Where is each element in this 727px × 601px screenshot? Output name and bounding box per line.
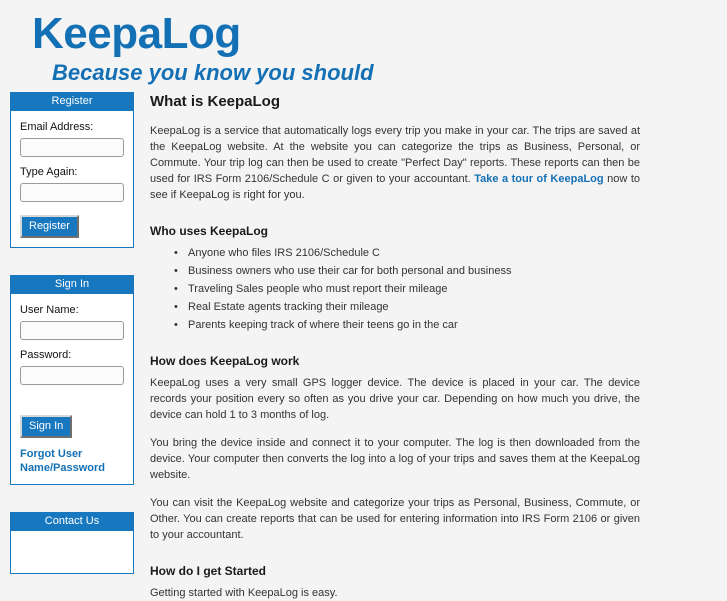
how-works-heading: How does KeepaLog work xyxy=(150,354,300,368)
who-uses-heading: Who uses KeepaLog xyxy=(150,224,269,238)
who-uses-list xyxy=(150,245,640,333)
sidebar xyxy=(10,92,134,601)
how-works-paragraph-3: You can visit the KeepaLog website and categorize your trips as Personal, Business, Commute, or Other. You can create reports that can be used for entering information into IRS Form 2106 or given to your accountant. xyxy=(150,497,640,541)
logo-tagline: Because you know you should xyxy=(52,60,374,85)
get-started-heading: How do I get Started xyxy=(150,564,267,578)
main-content xyxy=(150,92,640,601)
register-button[interactable]: Register xyxy=(20,215,79,238)
how-works-paragraph-1: KeepaLog uses a very small GPS logger device. The device is placed in your car. The device records your position every so often as you drive your car. Depending on how much you drive, the device can hold 1 to 3 months of log. xyxy=(150,377,640,421)
signin-panel-title: Sign In xyxy=(11,276,133,294)
what-is-paragraph xyxy=(150,123,640,203)
signin-panel-body xyxy=(11,294,133,484)
register-panel-body xyxy=(11,111,133,247)
what-is-text-after: now to see if KeepaLog is right for you. xyxy=(150,173,640,201)
list-item: • Anyone who files IRS 2106/Schedule C xyxy=(188,245,640,261)
what-is-text-before: KeepaLog is a service that automatically logs every trip you make in your car. The trips are saved at the KeepaLog website. At the website you can categorize the trips as Business, Personal, or Commute. Your trip log can then be used to create "Perfect Day" reports. These reports can then be used for IRS Form 2106/Schedule C or given to your accountant. xyxy=(150,125,640,185)
email-confirm-label: Type Again: xyxy=(20,166,78,178)
signin-panel xyxy=(10,275,134,485)
signin-spacer xyxy=(20,393,124,415)
register-panel xyxy=(10,92,134,248)
email-confirm-input[interactable] xyxy=(20,183,124,202)
list-item: • Parents keeping track of where their teens go in the car xyxy=(188,317,640,333)
signin-button[interactable]: Sign In xyxy=(20,415,72,438)
password-label: Password: xyxy=(20,349,72,361)
email-label: Email Address: xyxy=(20,121,94,133)
take-a-tour-link[interactable]: Take a tour of KeepaLog xyxy=(474,173,604,185)
list-item: • Real Estate agents tracking their mileage xyxy=(188,299,640,315)
forgot-credentials-link[interactable]: Forgot User Name/Password xyxy=(20,448,105,474)
list-item: • Traveling Sales people who must report their mileage xyxy=(188,281,640,297)
username-input[interactable] xyxy=(20,321,124,340)
email-input[interactable] xyxy=(20,138,124,157)
password-input[interactable] xyxy=(20,366,124,385)
logo-wordmark: KeepaLog xyxy=(32,9,241,58)
get-started-paragraph-1: Getting started with KeepaLog is easy. xyxy=(150,587,338,599)
contact-panel-body xyxy=(11,531,133,573)
contact-panel xyxy=(10,512,134,574)
what-is-heading: What is KeepaLog xyxy=(150,93,281,110)
how-works-paragraph-2: You bring the device inside and connect it to your computer. The log is then downloaded from the device. Your computer then converts the log into a log of your trips and saves them at the KeepaLog website. xyxy=(150,437,640,481)
username-label: User Name: xyxy=(20,304,79,316)
contact-panel-title: Contact Us xyxy=(11,513,133,531)
register-panel-title: Register xyxy=(11,93,133,111)
list-item: • Business owners who use their car for both personal and business xyxy=(188,263,640,279)
site-header xyxy=(0,0,727,92)
